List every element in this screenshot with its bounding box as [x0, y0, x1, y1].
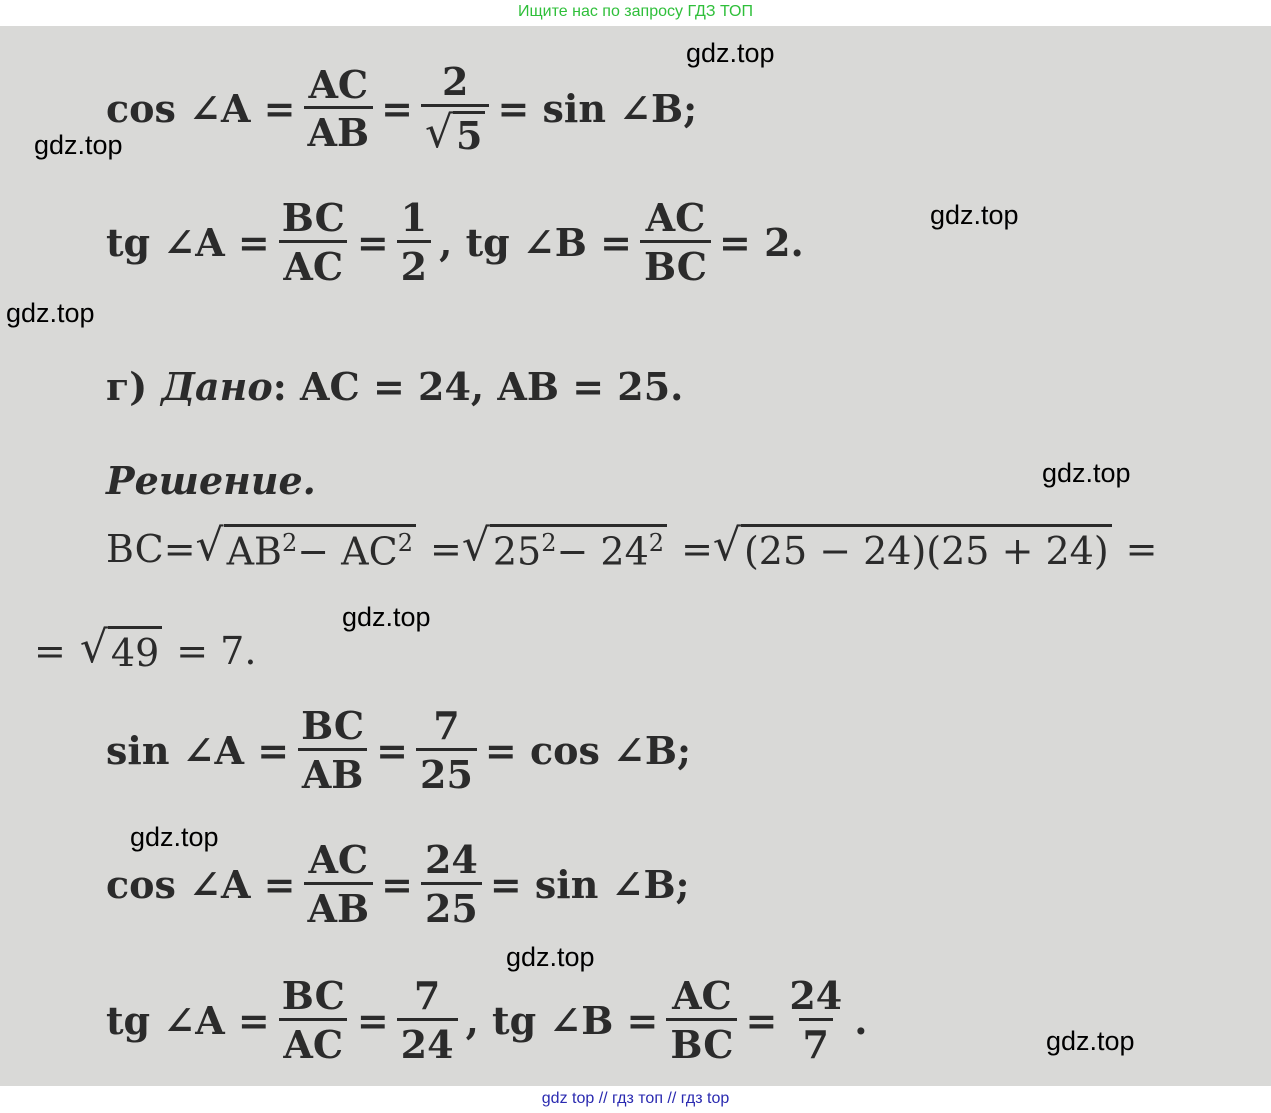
fraction: [666, 973, 737, 1067]
radical-sign-icon: √: [79, 622, 108, 673]
fraction: [278, 195, 349, 289]
denominator: [421, 104, 490, 156]
equals-sign: =: [376, 727, 409, 773]
radicand: $AB^2- AC^2$: [224, 524, 416, 574]
fraction: [397, 195, 431, 289]
denominator: 24: [397, 1018, 458, 1065]
square-root: [79, 622, 162, 675]
denominator: BC: [640, 240, 711, 287]
square-root: [461, 520, 667, 574]
equals-sign: =: [745, 997, 778, 1043]
given-line: [106, 364, 683, 409]
radical-sign-icon: √: [195, 520, 224, 571]
fraction: [304, 837, 374, 931]
eq-left: cos ∠A =: [106, 86, 296, 132]
numerator: 24: [424, 837, 478, 882]
denominator: AB: [298, 748, 368, 795]
item-label: г): [106, 364, 148, 409]
watermark: gdz.top: [930, 200, 1019, 230]
fraction: [397, 973, 458, 1067]
denominator: 25: [421, 882, 482, 929]
eq-right: = 2.: [719, 219, 804, 265]
equation-bc-result: [34, 622, 257, 675]
eq-left: cos ∠A =: [106, 861, 296, 907]
radicand: 49: [108, 626, 162, 675]
numerator: BC: [281, 195, 345, 240]
square-root: [712, 520, 1112, 574]
numerator: BC: [281, 973, 345, 1018]
given-word: Дано: [161, 364, 273, 409]
equals-sign: =: [356, 219, 389, 265]
watermark: gdz.top: [34, 130, 123, 160]
numerator: 7: [413, 973, 441, 1018]
fraction: [785, 973, 846, 1067]
term: − AC: [297, 529, 398, 574]
given-text: : AC = 24, AB = 25.: [272, 364, 684, 409]
fraction: [640, 195, 711, 289]
term: AB: [226, 529, 282, 574]
scanned-page: [0, 26, 1271, 1086]
eq-right: = cos ∠B;: [484, 727, 692, 773]
radical-sign-icon: √: [712, 520, 741, 572]
numerator: 24: [789, 973, 843, 1018]
fraction: [421, 837, 482, 931]
numerator: AC: [672, 973, 732, 1018]
bottom-banner[interactable]: gdz top // гдз топ // гдз top: [541, 1090, 730, 1107]
fraction: [278, 973, 349, 1067]
radical-sign-icon: √: [424, 106, 453, 158]
equation-cos-a-1: [106, 59, 698, 158]
equation-tg-1: [106, 195, 804, 289]
top-banner[interactable]: Ищите нас по запросу ГДЗ ТОП: [518, 3, 753, 20]
eq-left: tg ∠A =: [106, 219, 270, 265]
equation-bc: [106, 520, 1158, 574]
square-root: [195, 520, 416, 574]
denominator: 7: [799, 1018, 833, 1065]
square-root: [424, 106, 486, 158]
equation-sin-a: [106, 703, 692, 797]
term: − 24: [556, 529, 649, 574]
solution-heading: Решение.: [106, 458, 316, 503]
equals-sign: =: [381, 86, 413, 132]
denominator: AB: [304, 882, 374, 929]
denominator: 25: [416, 748, 477, 795]
numerator: AC: [308, 61, 369, 107]
eq-left: tg ∠A =: [106, 997, 270, 1043]
watermark: gdz.top: [342, 602, 431, 632]
equals-sign: =: [681, 526, 713, 571]
denominator: AC: [279, 240, 347, 287]
watermark: gdz.top: [506, 942, 595, 972]
equals-sign: =: [34, 628, 66, 673]
radicand: (25 − 24)(25 + 24): [741, 524, 1112, 573]
denominator: AB: [304, 106, 374, 153]
radicand: $25^2- 24^2$: [490, 524, 667, 574]
eq-middle: , tg ∠B =: [439, 219, 632, 265]
equals-sign: =: [429, 526, 462, 571]
denominator: 2: [397, 240, 431, 287]
eq-right: = sin ∠B;: [489, 861, 690, 907]
equals-sign: =: [381, 861, 413, 907]
radicand: 5: [453, 111, 485, 156]
fraction: [297, 703, 368, 797]
denominator: AC: [279, 1018, 347, 1065]
eq-right: = sin ∠B;: [497, 86, 698, 132]
radical-sign-icon: √: [461, 520, 490, 571]
term: 25: [492, 529, 542, 574]
equals-sign: =: [356, 997, 389, 1043]
watermark: gdz.top: [686, 38, 775, 68]
fraction: [304, 61, 374, 156]
eq-left: sin ∠A =: [106, 727, 290, 773]
numerator: 2: [441, 59, 469, 104]
fraction: [421, 59, 490, 158]
numerator: 7: [433, 703, 460, 748]
eq-middle: , tg ∠B =: [465, 997, 659, 1043]
numerator: BC: [301, 703, 365, 748]
numerator: 1: [400, 195, 428, 240]
watermark: gdz.top: [1042, 458, 1131, 488]
eq-right: = 7.: [176, 628, 257, 673]
equals-sign: =: [1125, 526, 1158, 571]
denominator: BC: [666, 1018, 737, 1065]
fraction: [416, 703, 477, 797]
eq-left: BC=: [106, 526, 196, 571]
watermark: gdz.top: [130, 822, 219, 852]
watermark: gdz.top: [6, 298, 95, 328]
watermark: gdz.top: [1046, 1026, 1135, 1056]
eq-right: .: [854, 997, 868, 1043]
numerator: AC: [308, 837, 369, 882]
equation-tg-2: [106, 973, 868, 1067]
numerator: AC: [645, 195, 706, 240]
